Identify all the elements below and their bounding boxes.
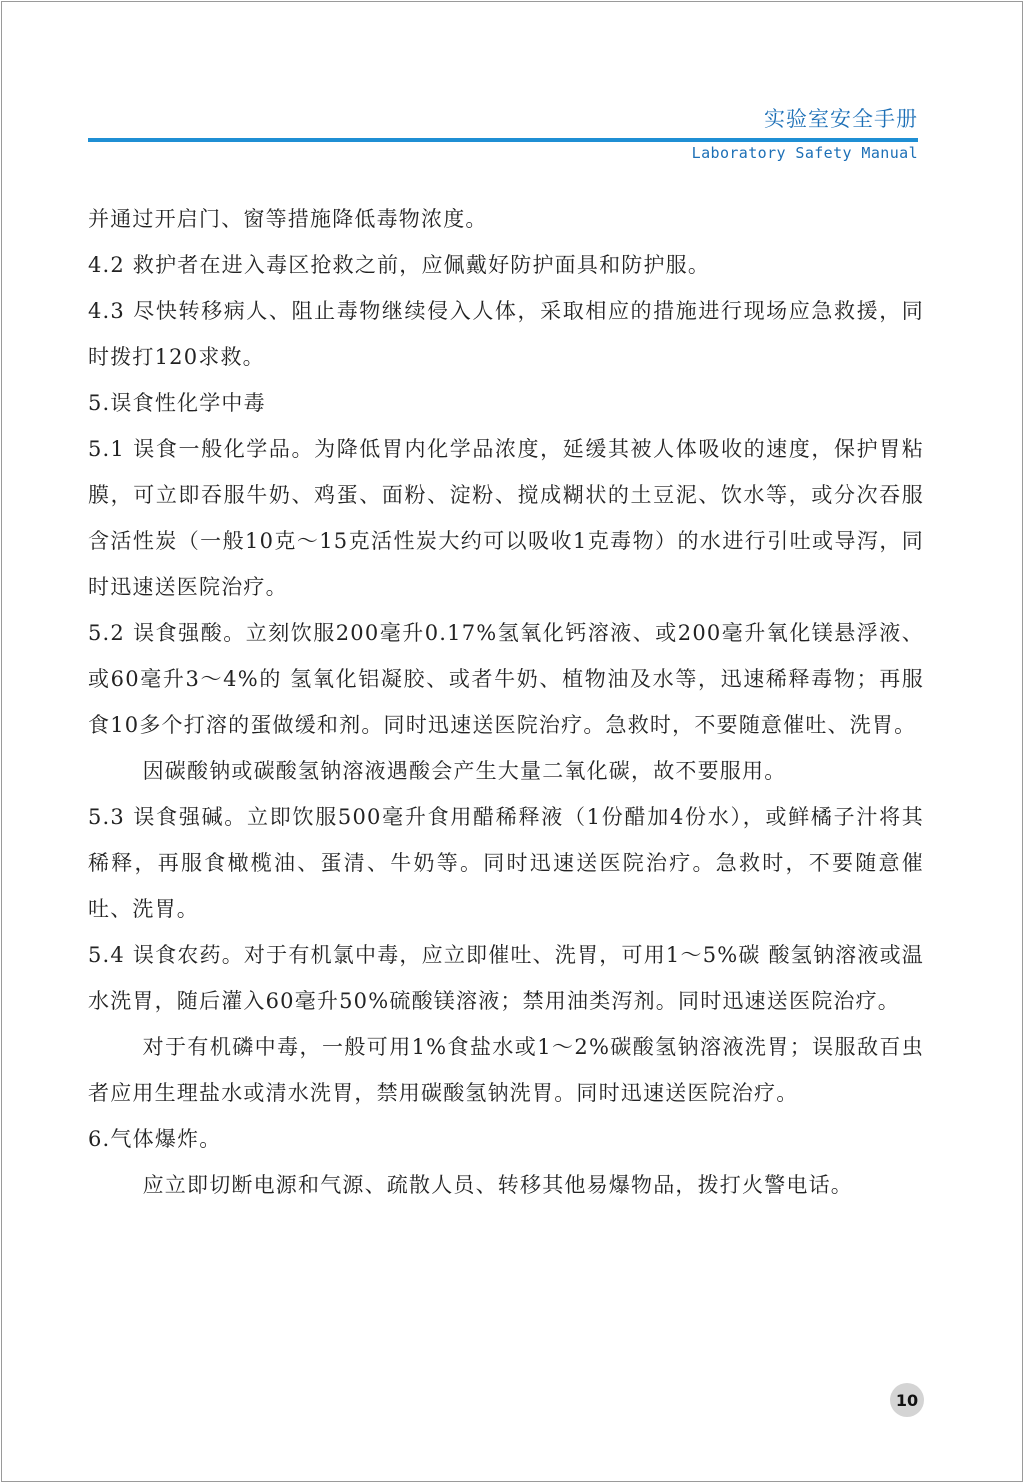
paragraph: 5.1 误食一般化学品。为降低胃内化学品浓度，延缓其被人体吸收的速度，保护胃粘膜，可立即吞服牛奶、鸡蛋、面粉、淀粉、搅成糊状的土豆泥、饮水等，或分次吞服含活性炭（一般10克～15克活性炭大约可以吸收1克毒物）的水进行引吐或导泻，同时迅速送医院治疗。 (88, 437, 924, 599)
paragraph: 5.4 误食农药。对于有机氯中毒，应立即催吐、洗胃，可用1～5%碳 酸氢钠溶液或温水洗胃，随后灌入60毫升50%硫酸镁溶液；禁用油类泻剂。同时迅速送医院治疗。 (88, 943, 924, 1013)
paragraph: 4.3 尽快转移病人、阻止毒物继续侵入人体，采取相应的措施进行现场应急救援，同时拨打120求救。 (88, 299, 924, 369)
paragraph: 5.2 误食强酸。立刻饮服200毫升0.17%氢氧化钙溶液、或200毫升氧化镁悬浮液、或60毫升3～4%的 氢氧化铝凝胶、或者牛奶、植物油及水等，迅速稀释毒物；再服食10多个打溶的蛋做缓和剂。同时迅速送医院治疗。急救时，不要随意催吐、洗胃。 (88, 621, 924, 737)
header-subtitle: Laboratory Safety Manual (691, 144, 918, 162)
body-text (88, 196, 924, 1208)
paragraph: 应立即切断电源和气源、疏散人员、转移其他易爆物品，拨打火警电话。 (142, 1173, 853, 1197)
paragraph: 4.2 救护者在进入毒区抢救之前，应佩戴好防护面具和防护服。 (88, 253, 711, 277)
paragraph: 因碳酸钠或碳酸氢钠溶液遇酸会产生大量二氧化碳，故不要服用。 (142, 759, 787, 783)
section-heading: 5.误食性化学中毒 (88, 391, 266, 415)
paragraph: 对于有机磷中毒，一般可用1%食盐水或1～2%碳酸氢钠溶液洗胃；误服敌百虫者应用生理盐水或清水洗胃，禁用碳酸氢钠洗胃。同时迅速送医院治疗。 (88, 1035, 924, 1105)
header-divider (88, 138, 918, 142)
paragraph: 5.3 误食强碱。立即饮服500毫升食用醋稀释液（1份醋加4份水），或鲜橘子汁将其稀释，再服食橄榄油、蛋清、牛奶等。同时迅速送医院治疗。急救时，不要随意催吐、洗胃。 (88, 805, 924, 921)
header-title: 实验室安全手册 (764, 107, 918, 131)
paragraph: 并通过开启门、窗等措施降低毒物浓度。 (88, 207, 488, 231)
page (1, 1, 1023, 1482)
page-number: 10 (890, 1383, 924, 1417)
section-heading: 6.气体爆炸。 (88, 1127, 222, 1151)
